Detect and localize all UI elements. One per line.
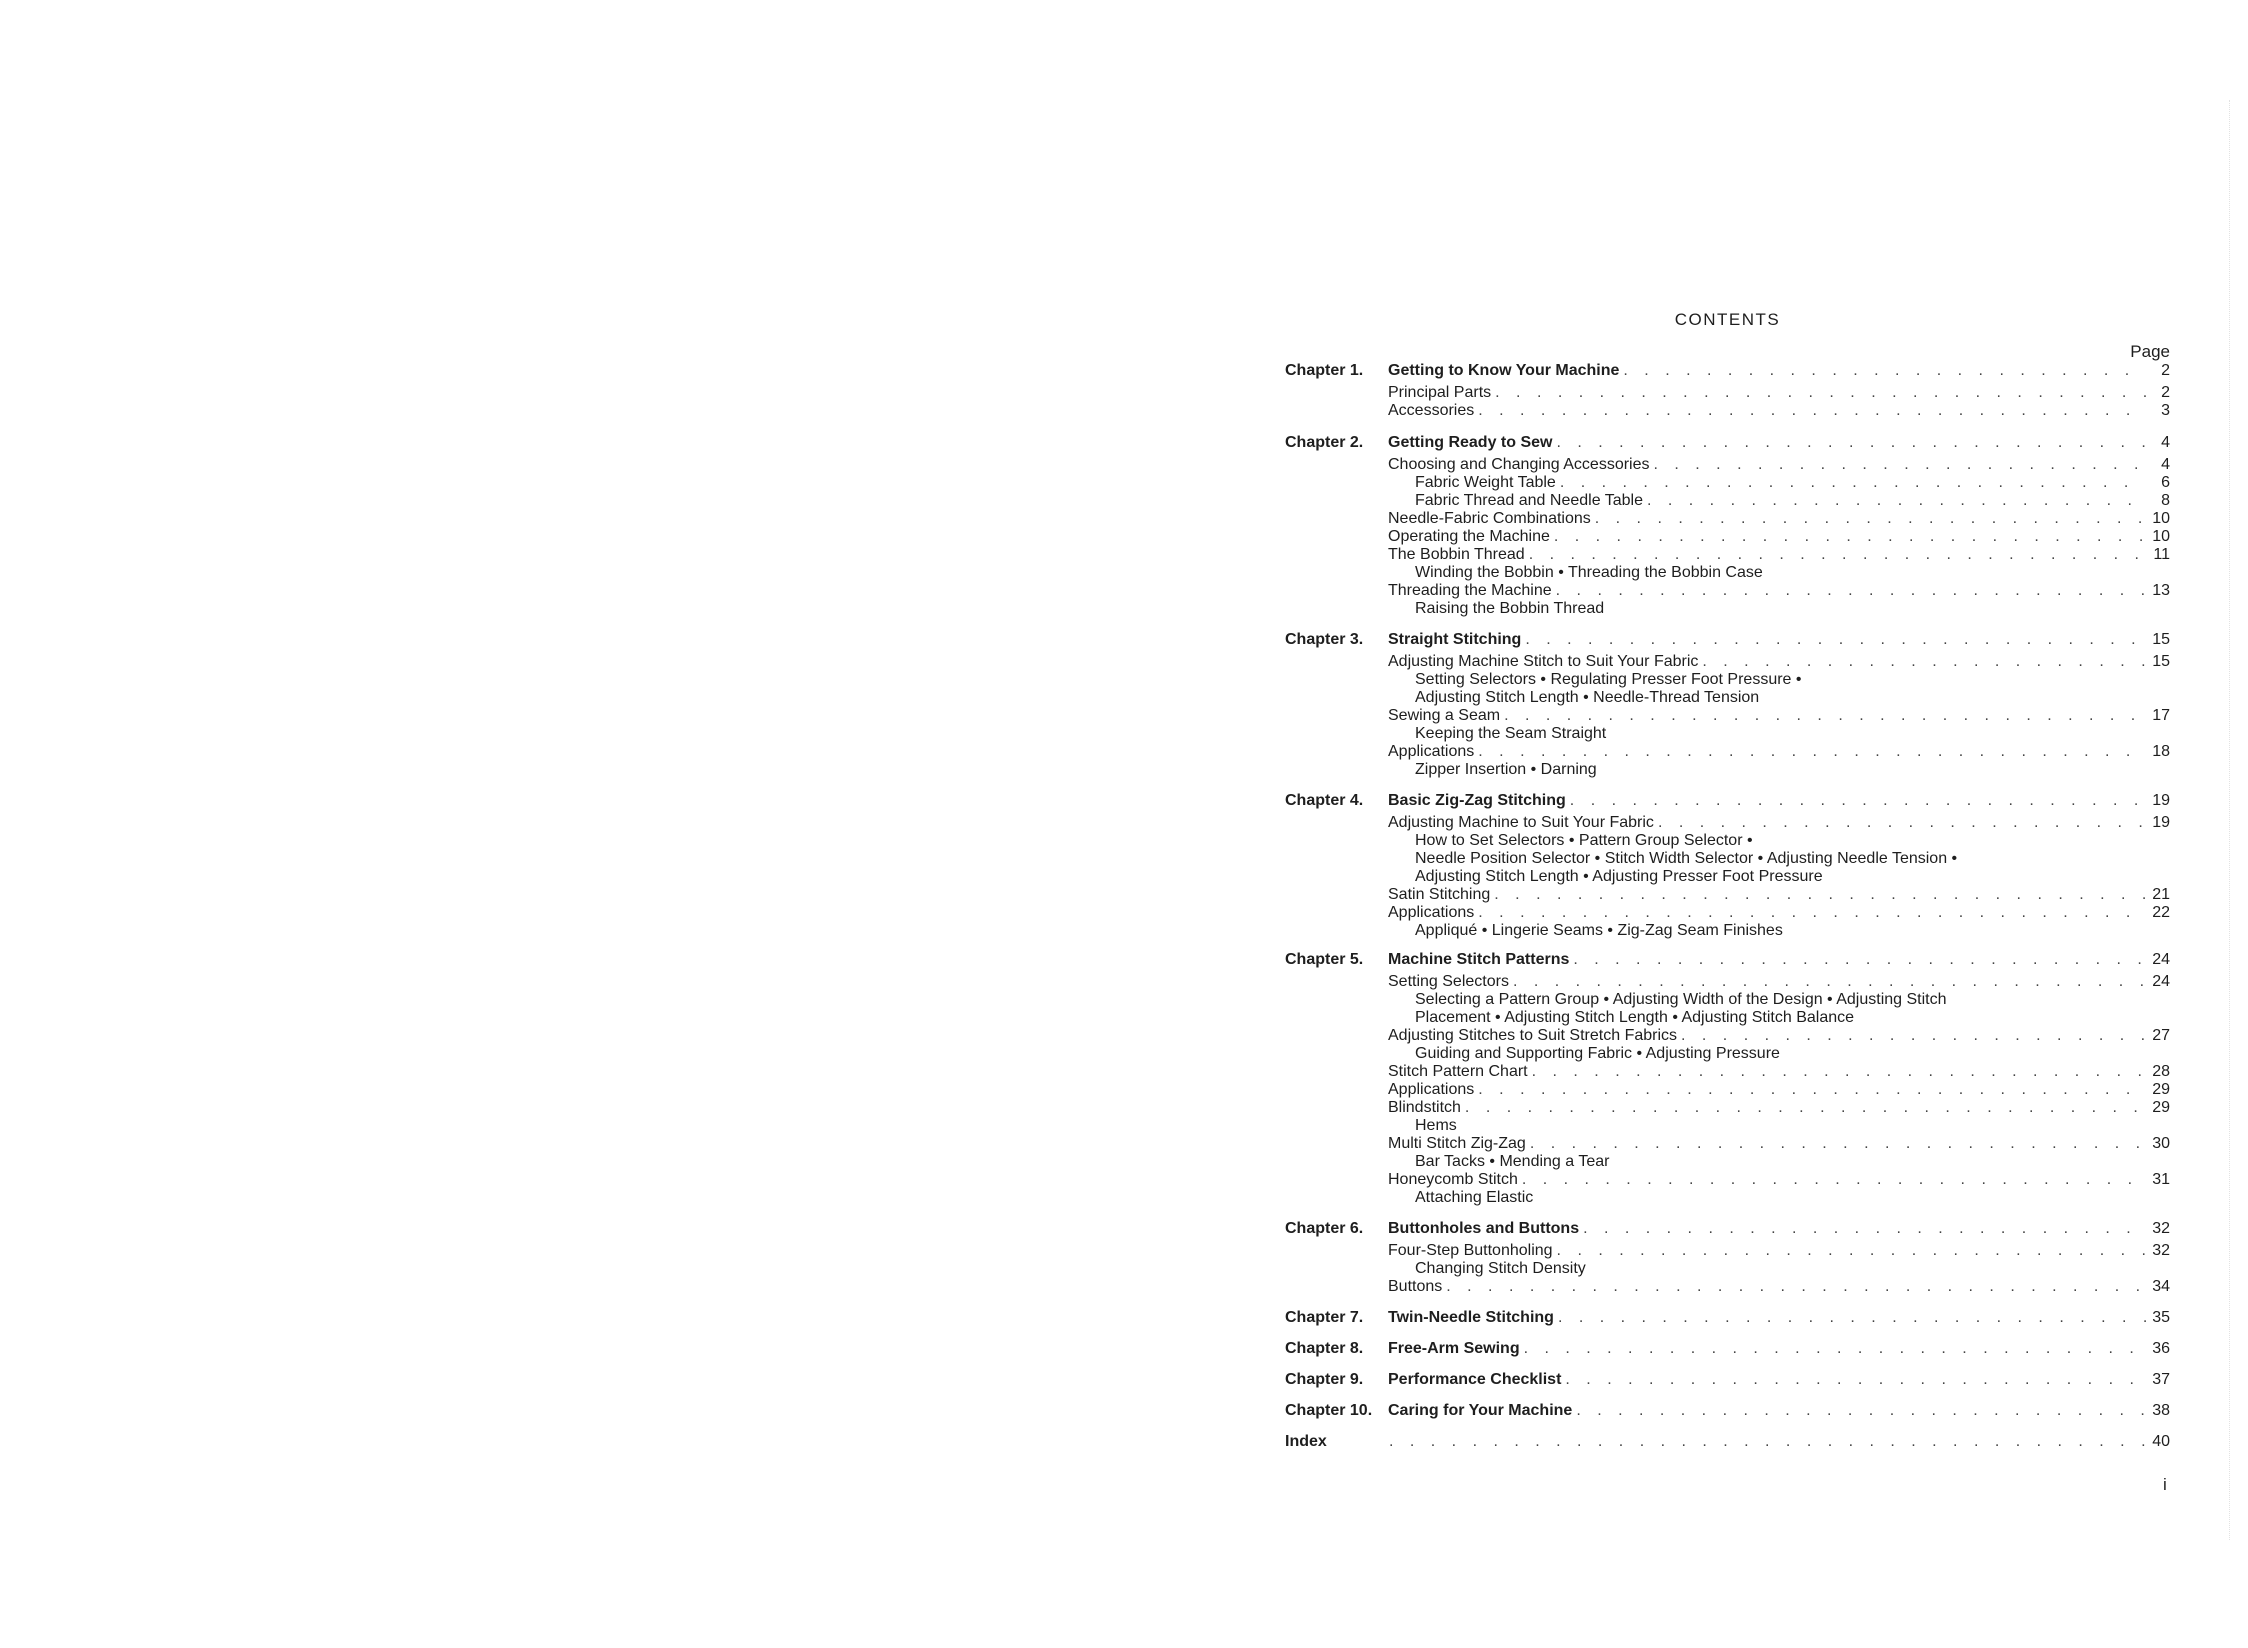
entry-label: Principal Parts xyxy=(1388,384,1492,401)
toc-entry xyxy=(1385,1433,2170,1451)
toc-entry xyxy=(1388,1099,2170,1117)
toc-entry-row xyxy=(1285,1081,2170,1099)
toc-entry xyxy=(1388,1063,2170,1081)
dot-leader xyxy=(1565,1371,2146,1389)
entry-page-number: 29 xyxy=(2152,1081,2170,1098)
entry-label: Twin-Needle Stitching xyxy=(1388,1309,1554,1326)
dot-leader xyxy=(1522,1171,2146,1189)
toc-entry xyxy=(1388,1220,2170,1238)
entry-page-number: 31 xyxy=(2152,1171,2170,1188)
entry-label: Operating the Machine xyxy=(1388,528,1550,545)
toc-entry-row xyxy=(1285,564,2170,582)
entry-page-number: 22 xyxy=(2152,904,2170,921)
entry-page-number: 18 xyxy=(2152,743,2170,760)
entry-page-number: 3 xyxy=(2161,402,2170,419)
toc-chapter-row xyxy=(1285,362,2170,380)
entry-page-number: 24 xyxy=(2152,951,2170,968)
toc-entry xyxy=(1415,1009,1854,1027)
toc-entry-row xyxy=(1285,1260,2170,1278)
entry-page-number: 36 xyxy=(2152,1340,2170,1357)
toc-entry-row xyxy=(1285,904,2170,922)
entry-label: Guiding and Supporting Fabric • Adjusting Pressure xyxy=(1415,1045,1780,1062)
chapter-number: Chapter 7. xyxy=(1285,1309,1364,1326)
toc-entry-row xyxy=(1285,528,2170,546)
chapter-number: Index xyxy=(1285,1433,1327,1450)
dot-leader xyxy=(1465,1099,2146,1117)
toc-entry-row xyxy=(1285,1027,2170,1045)
entry-label: Needle-Fabric Combinations xyxy=(1388,510,1591,527)
chapter-number: Chapter 10. xyxy=(1285,1402,1373,1419)
toc-entry-row xyxy=(1285,707,2170,725)
entry-label: Buttonholes and Buttons xyxy=(1388,1220,1580,1237)
entry-page-number: 2 xyxy=(2161,384,2170,401)
toc-entry-row xyxy=(1285,600,2170,618)
entry-page-number: 13 xyxy=(2152,582,2170,599)
contents-title: CONTENTS xyxy=(1674,310,1781,329)
toc-entry xyxy=(1415,832,1753,850)
dot-leader xyxy=(1494,886,2146,904)
toc-entry-row xyxy=(1285,1063,2170,1081)
dot-leader xyxy=(1504,707,2146,725)
toc-entry xyxy=(1388,1135,2170,1153)
toc-entry-row xyxy=(1285,850,2170,868)
entry-page-number: 15 xyxy=(2152,653,2170,670)
entry-label: Sewing a Seam xyxy=(1388,707,1501,724)
toc-entry xyxy=(1415,492,2170,510)
toc-entry-row xyxy=(1285,384,2170,402)
entry-page-number: 19 xyxy=(2152,814,2170,831)
entry-page-number: 34 xyxy=(2152,1278,2170,1295)
dot-leader xyxy=(1557,1242,2146,1260)
toc-entry xyxy=(1415,1117,1457,1135)
entry-page-number: 29 xyxy=(2152,1099,2170,1116)
dot-leader xyxy=(1595,510,2146,528)
chapter-number: Chapter 6. xyxy=(1285,1220,1364,1237)
toc-entry-row xyxy=(1285,689,2170,707)
entry-page-number: 28 xyxy=(2152,1063,2170,1080)
toc-entry xyxy=(1388,792,2170,810)
toc-entry xyxy=(1388,814,2170,832)
entry-label: Choosing and Changing Accessories xyxy=(1388,456,1650,473)
toc-entry xyxy=(1388,1309,2170,1327)
entry-page-number: 11 xyxy=(2153,546,2170,563)
entry-label: Getting to Know Your Machine xyxy=(1388,362,1620,379)
toc-entry-row xyxy=(1285,1099,2170,1117)
dot-leader xyxy=(1446,1278,2146,1296)
entry-page-number: 17 xyxy=(2152,707,2170,724)
toc-entry xyxy=(1388,1340,2170,1358)
toc-entry-row xyxy=(1285,510,2170,528)
toc-entry xyxy=(1388,743,2170,761)
entry-label: Basic Zig-Zag Stitching xyxy=(1388,792,1566,809)
entry-label: Satin Stitching xyxy=(1388,886,1491,903)
toc-entry xyxy=(1415,868,1823,886)
chapter-number: Chapter 5. xyxy=(1285,951,1364,968)
entry-page-number: 35 xyxy=(2152,1309,2170,1326)
dot-leader xyxy=(1525,631,2146,649)
entry-label: The Bobbin Thread xyxy=(1388,546,1525,563)
toc-chapter-row xyxy=(1285,792,2170,810)
entry-label: Fabric Weight Table xyxy=(1415,474,1556,491)
dot-leader xyxy=(1576,1402,2146,1420)
entry-page-number: 15 xyxy=(2152,631,2170,648)
entry-page-number: 24 xyxy=(2152,973,2170,990)
toc-chapter-row xyxy=(1285,631,2170,649)
entry-label: Needle Position Selector • Stitch Width Selector • Adjusting Needle Tension • xyxy=(1415,850,1958,867)
toc-entry-row xyxy=(1285,1278,2170,1296)
toc-entry-row xyxy=(1285,653,2170,671)
chapter-number: Chapter 1. xyxy=(1285,362,1364,379)
dot-leader xyxy=(1702,653,2146,671)
entry-label: Caring for Your Machine xyxy=(1388,1402,1573,1419)
entry-label: Adjusting Machine Stitch to Suit Your Fabric xyxy=(1388,653,1699,670)
toc-entry xyxy=(1415,671,1802,689)
page-edge-shadow xyxy=(2229,100,2248,1540)
toc-entry-row xyxy=(1285,814,2170,832)
toc-entry-row xyxy=(1285,474,2170,492)
toc-entry-row xyxy=(1285,1009,2170,1027)
toc-entry xyxy=(1388,402,2170,420)
toc-entry-row xyxy=(1285,546,2170,564)
entry-page-number: 10 xyxy=(2152,510,2170,527)
toc-entry-row xyxy=(1285,886,2170,904)
entry-label: Stitch Pattern Chart xyxy=(1388,1063,1528,1080)
toc-entry xyxy=(1388,1027,2170,1045)
entry-label: Performance Checklist xyxy=(1388,1371,1562,1388)
toc-entry-row xyxy=(1285,402,2170,420)
toc-entry xyxy=(1415,725,1606,743)
entry-label: Hems xyxy=(1415,1117,1457,1134)
entry-page-number: 6 xyxy=(2161,474,2170,491)
entry-label: Getting Ready to Sew xyxy=(1388,434,1553,451)
toc-chapter-row xyxy=(1285,434,2170,452)
toc-entry xyxy=(1388,653,2170,671)
dot-leader xyxy=(1570,792,2146,810)
entry-label: Zipper Insertion • Darning xyxy=(1415,761,1597,778)
dot-leader xyxy=(1495,384,2146,402)
entry-label: Buttons xyxy=(1388,1278,1443,1295)
toc-entry xyxy=(1388,510,2170,528)
entry-label: Raising the Bobbin Thread xyxy=(1415,600,1605,617)
toc-entry xyxy=(1388,528,2170,546)
dot-leader xyxy=(1558,1309,2146,1327)
entry-label: Keeping the Seam Straight xyxy=(1415,725,1607,742)
entry-page-number: 37 xyxy=(2152,1371,2170,1388)
toc-entry-row xyxy=(1285,1171,2170,1189)
dot-leader xyxy=(1556,582,2146,600)
entry-label: Setting Selectors • Regulating Presser Foot Pressure • xyxy=(1415,671,1802,688)
entry-label: Adjusting Machine to Suit Your Fabric xyxy=(1388,814,1654,831)
dot-leader xyxy=(1647,492,2146,510)
dot-leader xyxy=(1513,973,2146,991)
toc-entry-row xyxy=(1285,456,2170,474)
toc-entry xyxy=(1388,1278,2170,1296)
toc-entry-row xyxy=(1285,868,2170,886)
dot-leader xyxy=(1623,362,2146,380)
toc-entry xyxy=(1388,631,2170,649)
toc-entry xyxy=(1415,564,1763,582)
toc-entry xyxy=(1415,600,1604,618)
entry-label: Changing Stitch Density xyxy=(1415,1260,1586,1277)
toc-entry xyxy=(1388,1081,2170,1099)
entry-label: Threading the Machine xyxy=(1388,582,1552,599)
chapter-number: Chapter 4. xyxy=(1285,792,1364,809)
entry-label: Multi Stitch Zig-Zag xyxy=(1388,1135,1526,1152)
toc-entry-row xyxy=(1285,582,2170,600)
dot-leader xyxy=(1529,546,2146,564)
toc-entry xyxy=(1388,1402,2170,1420)
dot-leader xyxy=(1478,904,2146,922)
dot-leader xyxy=(1478,1081,2146,1099)
entry-page-number: 21 xyxy=(2152,886,2170,903)
dot-leader xyxy=(1554,528,2146,546)
toc-entry-row xyxy=(1285,991,2170,1009)
entry-label: How to Set Selectors • Pattern Group Selector • xyxy=(1415,832,1753,849)
toc-entry-row xyxy=(1285,725,2170,743)
entry-label: Four-Step Buttonholing xyxy=(1388,1242,1553,1259)
toc-entry xyxy=(1388,434,2170,452)
toc-chapter-row xyxy=(1285,1340,2170,1358)
toc-entry xyxy=(1415,1260,1586,1278)
dot-leader xyxy=(1524,1340,2146,1358)
entry-label: Winding the Bobbin • Threading the Bobbin Case xyxy=(1415,564,1763,581)
entry-label: Placement • Adjusting Stitch Length • Adjusting Stitch Balance xyxy=(1415,1009,1855,1026)
toc-entry xyxy=(1388,973,2170,991)
entry-label: Selecting a Pattern Group • Adjusting Width of the Design • Adjusting Stitch xyxy=(1415,991,1947,1008)
entry-page-number: 30 xyxy=(2152,1135,2170,1152)
toc-entry xyxy=(1388,951,2170,969)
dot-leader xyxy=(1681,1027,2146,1045)
toc-entry xyxy=(1415,761,1597,779)
toc-chapter-row xyxy=(1285,1309,2170,1327)
toc-entry xyxy=(1388,707,2170,725)
dot-leader xyxy=(1478,402,2146,420)
entry-page-number: 2 xyxy=(2161,362,2170,379)
entry-page-number: 27 xyxy=(2152,1027,2170,1044)
entry-page-number: 32 xyxy=(2152,1242,2170,1259)
entry-label: Blindstitch xyxy=(1388,1099,1461,1116)
toc-chapter-row xyxy=(1285,1433,2170,1451)
toc-entry xyxy=(1415,474,2170,492)
dot-leader xyxy=(1573,951,2146,969)
chapter-number: Chapter 8. xyxy=(1285,1340,1364,1357)
toc-chapter-row xyxy=(1285,1402,2170,1420)
toc-entry-row xyxy=(1285,922,2170,940)
dot-leader xyxy=(1532,1063,2146,1081)
dot-leader xyxy=(1583,1220,2146,1238)
dot-leader xyxy=(1530,1135,2146,1153)
toc-entry-row xyxy=(1285,1135,2170,1153)
page-column-header: Page xyxy=(2130,342,2170,361)
dot-leader xyxy=(1478,743,2146,761)
entry-label: Appliqué • Lingerie Seams • Zig-Zag Seam Finishes xyxy=(1415,922,1783,939)
entry-page-number: 32 xyxy=(2152,1220,2170,1237)
toc-entry xyxy=(1415,850,1957,868)
toc-entry xyxy=(1415,922,1783,940)
dot-leader xyxy=(1658,814,2146,832)
entry-label: Setting Selectors xyxy=(1388,973,1509,990)
entry-label: Accessories xyxy=(1388,402,1475,419)
toc-entry-row xyxy=(1285,1045,2170,1063)
toc-entry xyxy=(1415,1045,1780,1063)
toc-entry xyxy=(1388,456,2170,474)
entry-label: Straight Stitching xyxy=(1388,631,1522,648)
toc-entry-row xyxy=(1285,832,2170,850)
entry-page-number: 40 xyxy=(2152,1433,2170,1450)
toc-entry-row xyxy=(1285,761,2170,779)
entry-label: Adjusting Stitch Length • Adjusting Presser Foot Pressure xyxy=(1415,868,1823,885)
toc-entry xyxy=(1415,689,1759,707)
entry-label: Honeycomb Stitch xyxy=(1388,1171,1518,1188)
entry-label: Applications xyxy=(1388,904,1475,921)
entry-page-number: 19 xyxy=(2152,792,2170,809)
entry-page-number: 38 xyxy=(2152,1402,2170,1419)
toc-entry xyxy=(1388,582,2170,600)
toc-entry xyxy=(1415,1189,1533,1207)
entry-label: Adjusting Stitches to Suit Stretch Fabrics xyxy=(1388,1027,1678,1044)
chapter-number: Chapter 9. xyxy=(1285,1371,1364,1388)
dot-leader xyxy=(1560,474,2146,492)
chapter-number: Chapter 2. xyxy=(1285,434,1364,451)
entry-page-number: 4 xyxy=(2161,434,2170,451)
toc-entry-row xyxy=(1285,1242,2170,1260)
toc-entry xyxy=(1415,991,1947,1009)
toc-entry-row xyxy=(1285,1153,2170,1171)
toc-entry-row xyxy=(1285,1117,2170,1135)
dot-leader xyxy=(1654,456,2147,474)
entry-page-number: 8 xyxy=(2161,492,2170,509)
toc-entry-row xyxy=(1285,1189,2170,1207)
toc-entry xyxy=(1388,546,2170,564)
toc-chapter-row xyxy=(1285,951,2170,969)
toc-entry-row xyxy=(1285,492,2170,510)
entry-label: Applications xyxy=(1388,1081,1475,1098)
toc-entry xyxy=(1388,362,2170,380)
entry-label: Adjusting Stitch Length • Needle-Thread Tension xyxy=(1415,689,1760,706)
toc-entry xyxy=(1388,384,2170,402)
toc-entry xyxy=(1388,1371,2170,1389)
dot-leader xyxy=(1556,434,2146,452)
toc-entry xyxy=(1388,904,2170,922)
chapter-number: Chapter 3. xyxy=(1285,631,1364,648)
toc-entry xyxy=(1388,1171,2170,1189)
toc-entry-row xyxy=(1285,671,2170,689)
entry-label: Free-Arm Sewing xyxy=(1388,1340,1520,1357)
entry-label: Fabric Thread and Needle Table xyxy=(1415,492,1643,509)
toc-chapter-row xyxy=(1285,1220,2170,1238)
entry-page-number: 4 xyxy=(2161,456,2170,473)
toc-entry xyxy=(1388,886,2170,904)
toc-entry-row xyxy=(1285,743,2170,761)
page-number: i xyxy=(2163,1475,2167,1494)
toc-entry xyxy=(1388,1242,2170,1260)
entry-page-number: 10 xyxy=(2152,528,2170,545)
entry-label: Applications xyxy=(1388,743,1475,760)
toc-entry xyxy=(1415,1153,1609,1171)
dot-leader xyxy=(1389,1433,2146,1451)
entry-label: Bar Tacks • Mending a Tear xyxy=(1415,1153,1610,1170)
toc-chapter-row xyxy=(1285,1371,2170,1389)
toc-entry-row xyxy=(1285,973,2170,991)
entry-label: Machine Stitch Patterns xyxy=(1388,951,1570,968)
entry-label: Attaching Elastic xyxy=(1415,1189,1534,1206)
